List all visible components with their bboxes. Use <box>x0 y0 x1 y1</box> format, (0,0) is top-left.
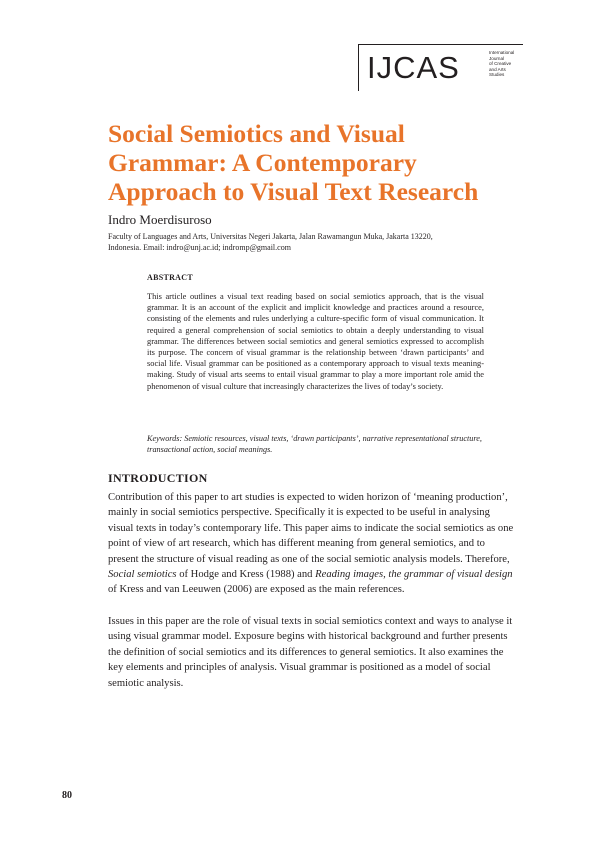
abstract-heading: ABSTRACT <box>147 273 193 282</box>
subtitle-line: and Arts <box>489 66 506 72</box>
journal-logo-subtitle <box>489 50 529 78</box>
subtitle-line: International <box>489 50 515 55</box>
subtitle-line: Studies <box>489 72 505 77</box>
page-number: 80 <box>62 790 72 801</box>
journal-logo <box>358 44 523 91</box>
journal-logo-text: IJCAS <box>367 50 460 85</box>
subtitle-line: of Creative <box>489 61 512 66</box>
keywords: Keywords: Semiotic resources, visual texts, ‘drawn participants’, narrative representational structure, transactional action, social meanings. <box>147 434 482 454</box>
citation-title: Social semiotics <box>108 569 177 581</box>
introduction-paragraph-2: Issues in this paper are the role of visual texts in social semiotics context and ways to analyse it using visual grammar model. Exposure begins with historical background and further presents the definition of social semiotics and its differences to general semiotics. It also examines the key elements and principles of analysis. Visual grammar is positioned as a model of social semiotic analysis. <box>108 616 513 689</box>
text-run: of Kress and van Leeuwen (2006) are exposed as the main references. <box>108 584 405 596</box>
text-run: of Hodge and Kress (1988) and <box>176 569 316 581</box>
introduction-paragraph-1 <box>108 490 516 598</box>
subtitle-line: Journal <box>489 55 505 61</box>
text-run: Contribution of this paper to art studies is expected to widen horizon of ‘meaning production’, mainly in social semiotics perspective. Specifically it is expected to be useful in analysing visual texts in today’s contemporary life. This paper aims to indicate the social semiotics as one point of view of art research, which has different meaning from general semiotics, and to present the structure of visual reading as one of the social semiotic analysis models. Therefore, <box>108 492 514 565</box>
author-name: Indro Moerdisuroso <box>108 212 212 227</box>
citation-title: Reading images, the grammar of visual design <box>315 569 513 581</box>
article-title: Social Semiotics and Visual Grammar: A Contemporary Approach to Visual Text Research <box>108 119 479 206</box>
introduction-heading: INTRODUCTION <box>108 471 208 485</box>
abstract-body: This article outlines a visual text reading based on social semiotics approach, that is the visual grammar. It is an account of the explicit and implicit knowledge and practices around a resource, consisting of the elements and rules underlying a culture-specific form of visual communication. It required a general comprehension of social semiotics to obtain a deeply understanding to visual grammar. The differences between social semiotics and general semiotics expressed to accomplish its purpose. The concern of visual grammar is the relationship between ‘drawn participants’ and social life. Visual grammar can be positioned as a contemporary approach to visual texts meaning-making. Study of visual arts seems to entail visual grammar to play a more important role amid the phenomenon of visual culture that increasingly characterizes the lives of today’s society. <box>147 292 484 391</box>
author-affiliation: Faculty of Languages and Arts, Universitas Negeri Jakarta, Jalan Rawamangun Muka, Jakarta 13220, Indonesia. Email: indro@unj.ac.id; indromp@gmail.com <box>108 232 433 252</box>
